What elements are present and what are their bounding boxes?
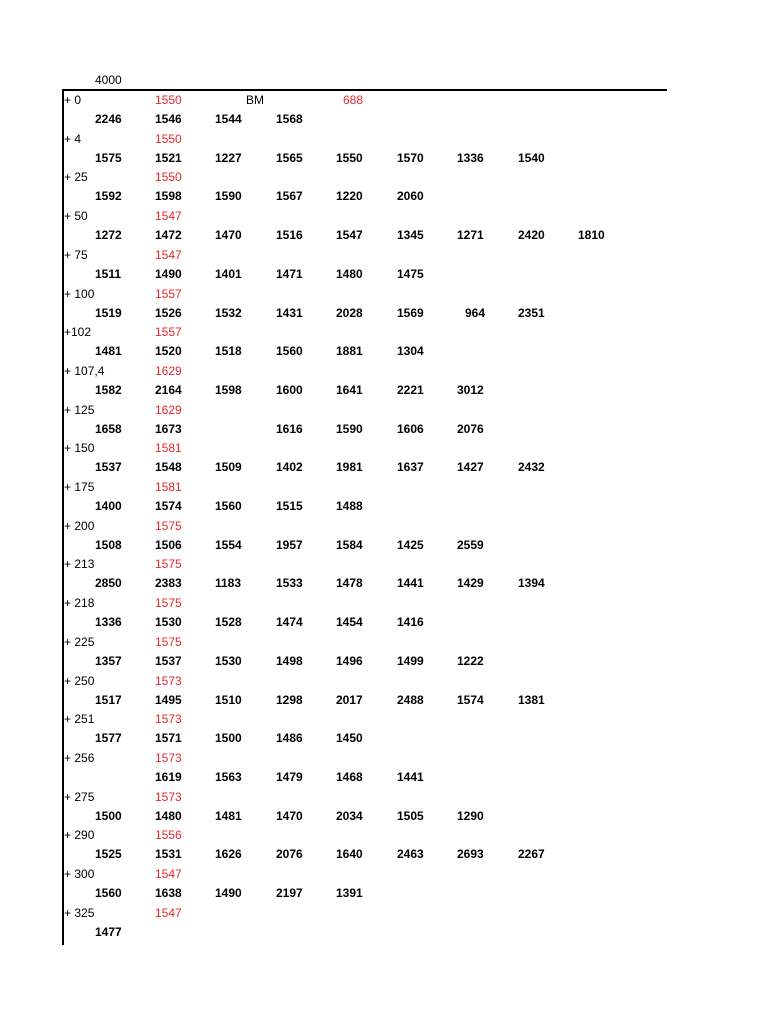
reading-cell: 1540 (518, 150, 545, 165)
reading-cell: 2076 (276, 847, 303, 862)
reading-cell: 1619 (155, 769, 182, 784)
station-level: 1547 (155, 867, 182, 881)
reading-cell: 1577 (95, 731, 122, 746)
station-row (0, 286, 768, 302)
reading-cell: 1290 (457, 808, 484, 823)
reading-cell: 2164 (155, 382, 182, 397)
reading-cell: 1640 (336, 847, 363, 862)
header-rule (62, 89, 667, 91)
station-level: 1629 (155, 402, 182, 417)
station-level: 1573 (155, 673, 182, 688)
station-row (0, 789, 768, 805)
reading-cell: 1638 (155, 886, 182, 900)
station-level: 1575 (155, 557, 182, 572)
station-label: + 175 (64, 480, 95, 494)
reading-cell: 1490 (215, 886, 242, 900)
reading-cell: 1481 (95, 344, 122, 359)
reading-cell: 2197 (276, 886, 303, 900)
reading-cell: 2267 (518, 847, 545, 862)
station-row (0, 324, 768, 340)
reading-row (0, 653, 768, 669)
reading-cell: 2559 (457, 537, 484, 552)
reading-row (0, 808, 768, 824)
station-label: + 300 (64, 867, 95, 881)
reading-cell: 1495 (155, 692, 182, 707)
reading-cell: 1537 (155, 653, 182, 668)
reading-cell: 1511 (95, 266, 122, 281)
reading-cell: 1590 (336, 421, 363, 436)
reading-cell: 1480 (336, 266, 363, 281)
station-label: + 125 (64, 402, 95, 417)
reading-cell: 1429 (457, 576, 484, 591)
reading-cell: 1401 (215, 266, 242, 281)
reading-row (0, 227, 768, 243)
reading-cell: 1521 (155, 150, 182, 165)
reading-cell: 1490 (155, 266, 182, 281)
reading-cell: 1481 (215, 808, 242, 823)
reading-cell: 1568 (276, 112, 303, 126)
reading-cell: 1525 (95, 847, 122, 862)
reading-row (0, 188, 768, 204)
station-row (0, 440, 768, 456)
reading-cell: 1570 (397, 150, 424, 165)
reading-cell: 1345 (397, 228, 424, 243)
station-label: + 250 (64, 673, 95, 688)
reading-cell: 1565 (276, 150, 303, 165)
station-level: 1547 (155, 247, 182, 262)
reading-cell: 1470 (215, 228, 242, 243)
bm-label: BM (246, 93, 264, 107)
reading-cell: 1478 (336, 576, 363, 591)
reading-cell: 1530 (215, 653, 242, 668)
reading-cell: 1563 (215, 769, 242, 784)
station-row (0, 479, 768, 495)
station-row (0, 402, 768, 418)
reading-cell: 1468 (336, 769, 363, 784)
reading-cell: 1637 (397, 460, 424, 475)
station-label: + 256 (64, 750, 95, 765)
reading-cell: 1530 (155, 615, 182, 630)
station-level: 1547 (155, 209, 182, 224)
reading-row (0, 459, 768, 475)
station-level: 1547 (155, 905, 182, 920)
reading-cell: 1222 (457, 653, 484, 668)
reading-cell: 2432 (518, 460, 545, 475)
reading-cell: 2693 (457, 847, 484, 862)
reading-cell: 1496 (336, 653, 363, 668)
reading-cell: 1616 (276, 421, 303, 436)
station-row (0, 595, 768, 611)
station-label: + 218 (64, 596, 95, 611)
station-level: 1575 (155, 596, 182, 611)
reading-cell: 1402 (276, 460, 303, 475)
reading-cell: 1183 (215, 576, 242, 591)
station-label: + 150 (64, 441, 95, 456)
reading-cell: 2351 (518, 305, 545, 320)
reading-row (0, 924, 768, 940)
reading-cell: 1544 (215, 112, 242, 126)
station-row (0, 518, 768, 534)
reading-cell: 1600 (276, 382, 303, 397)
reading-cell: 1554 (215, 537, 242, 552)
reading-cell: 1575 (95, 150, 122, 165)
reading-cell: 1518 (215, 344, 242, 359)
station-label: + 107,4 (64, 363, 105, 378)
reading-cell: 1357 (95, 653, 122, 668)
reading-cell: 1533 (276, 576, 303, 591)
reading-row (0, 150, 768, 166)
station-level: 1581 (155, 480, 182, 494)
reading-cell: 1477 (95, 924, 122, 939)
reading-row (0, 537, 768, 553)
reading-cell: 1957 (276, 537, 303, 552)
reading-row (0, 575, 768, 591)
reading-cell: 2383 (155, 576, 182, 591)
station-row (0, 169, 768, 185)
station-label: + 275 (64, 789, 95, 804)
reading-cell: 1626 (215, 847, 242, 862)
reading-row (0, 614, 768, 630)
station-label: + 4 (64, 131, 82, 146)
reading-row (0, 266, 768, 282)
station-label: + 25 (64, 170, 88, 185)
reading-cell: 1546 (155, 112, 182, 126)
station-row (0, 866, 768, 882)
reading-cell: 1450 (336, 731, 363, 746)
reading-cell: 1531 (155, 847, 182, 862)
station-level: 1629 (155, 363, 182, 378)
reading-cell: 1519 (95, 305, 122, 320)
station-row (0, 634, 768, 650)
reading-cell: 1598 (215, 382, 242, 397)
reading-cell: 1641 (336, 382, 363, 397)
reading-cell: 1574 (457, 692, 484, 707)
reading-cell: 1336 (95, 615, 122, 630)
reading-cell: 1227 (215, 150, 242, 165)
station-label: + 213 (64, 557, 95, 572)
reading-cell: 1598 (155, 189, 182, 204)
reading-cell: 2420 (518, 228, 545, 243)
reading-cell: 1520 (155, 344, 182, 359)
bm-value: 688 (343, 93, 364, 107)
reading-row (0, 111, 768, 127)
reading-cell: 1582 (95, 382, 122, 397)
reading-cell: 1480 (155, 808, 182, 823)
reading-cell: 2488 (397, 692, 424, 707)
reading-cell: 1528 (215, 615, 242, 630)
station-row (0, 247, 768, 263)
reading-cell: 1515 (276, 499, 303, 513)
reading-cell: 3012 (457, 382, 484, 397)
station-label: + 100 (64, 286, 95, 301)
reading-cell: 1431 (276, 305, 303, 320)
reading-cell: 1506 (155, 537, 182, 552)
reading-cell: 1584 (336, 537, 363, 552)
reading-cell: 1569 (397, 305, 424, 320)
station-row (0, 711, 768, 727)
station-level: 1573 (155, 750, 182, 765)
station-level: 1573 (155, 789, 182, 804)
station-row (0, 905, 768, 921)
reading-cell: 1508 (95, 537, 122, 552)
reading-cell: 2028 (336, 305, 363, 320)
reading-row (0, 846, 768, 862)
reading-cell: 2034 (336, 808, 363, 823)
station-label: + 50 (64, 209, 88, 224)
reading-cell: 1298 (276, 692, 303, 707)
reading-cell: 1548 (155, 460, 182, 475)
reading-cell: 1474 (276, 615, 303, 630)
reading-cell: 1810 (578, 228, 605, 243)
reading-cell: 1592 (95, 189, 122, 204)
reading-cell: 1479 (276, 769, 303, 784)
reading-cell: 1441 (397, 769, 424, 784)
reading-row (0, 885, 768, 901)
reading-row (0, 382, 768, 398)
reading-cell: 1537 (95, 460, 122, 475)
reading-cell: 1304 (397, 344, 424, 359)
reading-cell: 1427 (457, 460, 484, 475)
reading-cell: 2017 (336, 692, 363, 707)
reading-cell: 1475 (397, 266, 424, 281)
reading-row (0, 730, 768, 746)
reading-cell: 1881 (336, 344, 363, 359)
station-level: 1550 (155, 131, 182, 146)
station-level: 1575 (155, 518, 182, 533)
reading-cell: 1488 (336, 499, 363, 513)
station-level: 1550 (155, 170, 182, 185)
reading-cell: 2076 (457, 421, 484, 436)
station-label: + 225 (64, 634, 95, 649)
reading-cell: 1381 (518, 692, 545, 707)
header-value: 4000 (95, 73, 122, 87)
station-level: 1581 (155, 441, 182, 456)
station-label: + 75 (64, 247, 88, 262)
reading-cell: 1590 (215, 189, 242, 204)
reading-cell: 1606 (397, 421, 424, 436)
station-label: + 200 (64, 518, 95, 533)
reading-cell: 1454 (336, 615, 363, 630)
reading-cell: 1441 (397, 576, 424, 591)
station-level: 1556 (155, 828, 182, 843)
station-row (0, 750, 768, 766)
reading-cell: 1658 (95, 421, 122, 436)
station-level: 1550 (155, 93, 182, 107)
reading-cell: 1510 (215, 692, 242, 707)
station-row (0, 208, 768, 224)
reading-row (0, 769, 768, 785)
reading-cell: 1981 (336, 460, 363, 475)
reading-cell: 1499 (397, 653, 424, 668)
reading-row (0, 421, 768, 437)
reading-cell: 1516 (276, 228, 303, 243)
reading-cell: 2221 (397, 382, 424, 397)
reading-cell: 1500 (95, 808, 122, 823)
station-label: + 251 (64, 712, 95, 727)
station-row (0, 363, 768, 379)
reading-cell: 1550 (336, 150, 363, 165)
reading-cell: 2850 (95, 576, 122, 591)
reading-cell: 1673 (155, 421, 182, 436)
reading-cell: 1560 (95, 886, 122, 900)
station-level: 1573 (155, 712, 182, 727)
station-row (0, 827, 768, 843)
reading-row (0, 305, 768, 321)
reading-cell: 1271 (457, 228, 484, 243)
station-level: 1557 (155, 325, 182, 340)
reading-cell: 1498 (276, 653, 303, 668)
reading-cell: 1500 (215, 731, 242, 746)
reading-cell: 1567 (276, 189, 303, 204)
station-row (0, 92, 768, 108)
station-row (0, 556, 768, 572)
reading-cell: 1509 (215, 460, 242, 475)
reading-cell: 1394 (518, 576, 545, 591)
station-label: + 325 (64, 905, 95, 920)
reading-cell: 2060 (397, 189, 424, 204)
reading-row (0, 498, 768, 514)
station-row (0, 131, 768, 147)
reading-cell: 2463 (397, 847, 424, 862)
station-label: + 290 (64, 828, 95, 843)
station-level: 1557 (155, 286, 182, 301)
reading-cell: 1505 (397, 808, 424, 823)
reading-cell: 1532 (215, 305, 242, 320)
reading-cell: 1471 (276, 266, 303, 281)
reading-cell: 1470 (276, 808, 303, 823)
reading-cell: 1472 (155, 228, 182, 243)
reading-cell: 1416 (397, 615, 424, 630)
reading-row (0, 692, 768, 708)
reading-cell: 1272 (95, 228, 122, 243)
reading-cell: 1486 (276, 731, 303, 746)
reading-cell: 1517 (95, 692, 122, 707)
reading-cell: 1336 (457, 150, 484, 165)
reading-cell: 1425 (397, 537, 424, 552)
reading-row (0, 343, 768, 359)
reading-cell: 1526 (155, 305, 182, 320)
reading-cell: 1571 (155, 731, 182, 746)
reading-cell: 1574 (155, 499, 182, 513)
reading-cell: 2246 (95, 112, 122, 126)
station-row (0, 673, 768, 689)
reading-cell: 1560 (276, 344, 303, 359)
reading-cell: 964 (465, 305, 486, 320)
station-label: + 0 (64, 93, 82, 107)
reading-cell: 1547 (336, 228, 363, 243)
station-label: +102 (64, 325, 92, 340)
reading-cell: 1560 (215, 499, 242, 513)
reading-cell: 1400 (95, 499, 122, 513)
station-level: 1575 (155, 634, 182, 649)
reading-cell: 1391 (336, 886, 363, 900)
reading-cell: 1220 (336, 189, 363, 204)
